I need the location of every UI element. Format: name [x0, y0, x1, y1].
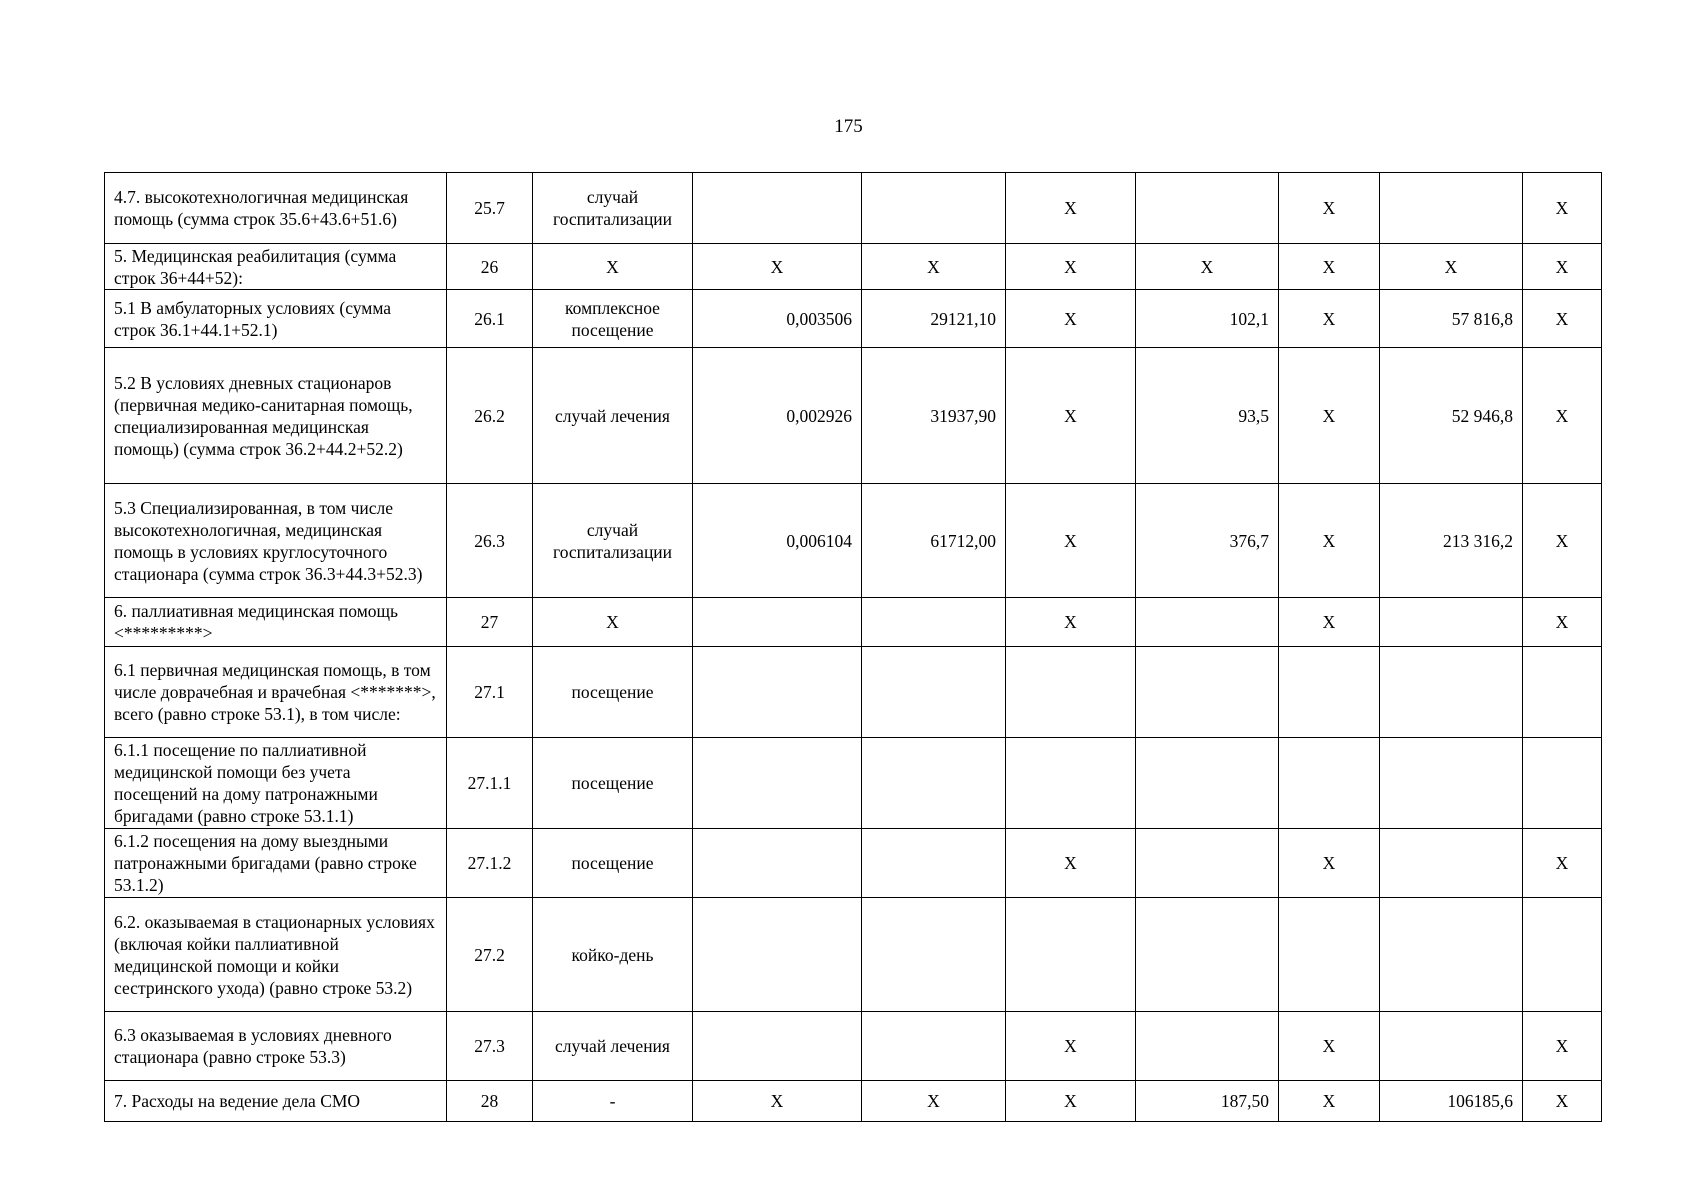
row-c10: Х	[1523, 829, 1602, 898]
table-row	[105, 1012, 1602, 1081]
row-name: 5.3 Специализированная, в том числе высокотехнологичная, медицинская помощь в условиях круглосуточного стационара (сумма строк 36.3+44.3+52.3)	[105, 484, 447, 598]
row-name: 7. Расходы на ведение дела СМО	[105, 1081, 447, 1122]
row-c8: Х	[1279, 1081, 1380, 1122]
row-c10	[1523, 738, 1602, 829]
row-cost: 29121,10	[862, 290, 1006, 348]
row-cost	[862, 829, 1006, 898]
row-c7: 187,50	[1136, 1081, 1279, 1122]
row-unit: Х	[533, 244, 693, 290]
row-c6	[1006, 898, 1136, 1012]
row-code: 26.1	[447, 290, 533, 348]
row-standard	[693, 738, 862, 829]
row-c10: Х	[1523, 244, 1602, 290]
row-c10: Х	[1523, 1081, 1602, 1122]
data-table	[104, 172, 1602, 1122]
row-unit: случай госпитализации	[533, 484, 693, 598]
row-code: 26	[447, 244, 533, 290]
row-name: 4.7. высокотехнологичная медицинская помощь (сумма строк 35.6+43.6+51.6)	[105, 173, 447, 244]
row-cost: 61712,00	[862, 484, 1006, 598]
row-c8: Х	[1279, 348, 1380, 484]
row-c10	[1523, 898, 1602, 1012]
row-c9	[1380, 647, 1523, 738]
row-cost	[862, 173, 1006, 244]
row-unit: койко-день	[533, 898, 693, 1012]
table-row	[105, 829, 1602, 898]
row-unit: посещение	[533, 738, 693, 829]
row-c10: Х	[1523, 348, 1602, 484]
page-number: 175	[834, 116, 863, 137]
row-cost	[862, 738, 1006, 829]
row-cost: 31937,90	[862, 348, 1006, 484]
row-c7	[1136, 898, 1279, 1012]
row-c6: Х	[1006, 348, 1136, 484]
table-row	[105, 484, 1602, 598]
row-unit: посещение	[533, 829, 693, 898]
row-name: 6.1 первичная медицинская помощь, в том числе доврачебная и врачебная <*******>, всего (равно строке 53.1), в том числе:	[105, 647, 447, 738]
row-code: 26.3	[447, 484, 533, 598]
row-code: 27.3	[447, 1012, 533, 1081]
row-name: 5.2 В условиях дневных стационаров (первичная медико-санитарная помощь, специализированная медицинская помощь) (сумма строк 36.2+44.2+52.2)	[105, 348, 447, 484]
row-c9	[1380, 1012, 1523, 1081]
row-c7: 376,7	[1136, 484, 1279, 598]
row-c10: Х	[1523, 173, 1602, 244]
row-c8: Х	[1279, 173, 1380, 244]
row-code: 28	[447, 1081, 533, 1122]
row-c6: Х	[1006, 1012, 1136, 1081]
row-c9	[1380, 738, 1523, 829]
table-row	[105, 598, 1602, 647]
row-c8: Х	[1279, 484, 1380, 598]
row-c8	[1279, 647, 1380, 738]
row-standard	[693, 173, 862, 244]
row-code: 25.7	[447, 173, 533, 244]
table-row	[105, 898, 1602, 1012]
row-c10: Х	[1523, 1012, 1602, 1081]
row-code: 26.2	[447, 348, 533, 484]
row-c6: Х	[1006, 173, 1136, 244]
row-cost: Х	[862, 244, 1006, 290]
table-row	[105, 173, 1602, 244]
row-c8: Х	[1279, 1012, 1380, 1081]
row-standard: Х	[693, 244, 862, 290]
row-standard: 0,003506	[693, 290, 862, 348]
row-name: 5.1 В амбулаторных условиях (сумма строк 36.1+44.1+52.1)	[105, 290, 447, 348]
table-row	[105, 348, 1602, 484]
row-name: 6.2. оказываемая в стационарных условиях (включая койки паллиативной медицинской помощи и койки сестринского ухода) (равно строке 53.2)	[105, 898, 447, 1012]
row-c7: 102,1	[1136, 290, 1279, 348]
row-c8: Х	[1279, 598, 1380, 647]
row-c6	[1006, 647, 1136, 738]
row-standard: Х	[693, 1081, 862, 1122]
row-unit: посещение	[533, 647, 693, 738]
row-unit: случай лечения	[533, 348, 693, 484]
row-unit: Х	[533, 598, 693, 647]
row-c7: Х	[1136, 244, 1279, 290]
row-cost	[862, 1012, 1006, 1081]
row-standard	[693, 647, 862, 738]
row-code: 27.1.1	[447, 738, 533, 829]
table-row	[105, 290, 1602, 348]
row-standard: 0,006104	[693, 484, 862, 598]
row-c9: Х	[1380, 244, 1523, 290]
row-cost	[862, 647, 1006, 738]
row-c8: Х	[1279, 244, 1380, 290]
row-cost	[862, 598, 1006, 647]
row-standard	[693, 829, 862, 898]
row-c10	[1523, 647, 1602, 738]
row-c7	[1136, 829, 1279, 898]
row-code: 27.1	[447, 647, 533, 738]
row-unit: случай лечения	[533, 1012, 693, 1081]
row-code: 27.2	[447, 898, 533, 1012]
row-c9: 213 316,2	[1380, 484, 1523, 598]
row-c8	[1279, 898, 1380, 1012]
row-c6: Х	[1006, 1081, 1136, 1122]
row-c8: Х	[1279, 290, 1380, 348]
row-name: 6.1.2 посещения на дому выездными патронажными бригадами (равно строке 53.1.2)	[105, 829, 447, 898]
table-row	[105, 1081, 1602, 1122]
row-c10: Х	[1523, 484, 1602, 598]
row-name: 6. паллиативная медицинская помощь <*********>	[105, 598, 447, 647]
table-row	[105, 738, 1602, 829]
row-c7	[1136, 647, 1279, 738]
row-c7	[1136, 738, 1279, 829]
row-unit: комплексное посещение	[533, 290, 693, 348]
row-unit: -	[533, 1081, 693, 1122]
row-c9	[1380, 829, 1523, 898]
row-code: 27.1.2	[447, 829, 533, 898]
row-c9: 106185,6	[1380, 1081, 1523, 1122]
row-c6: Х	[1006, 598, 1136, 647]
row-standard	[693, 898, 862, 1012]
table-row	[105, 244, 1602, 290]
row-c10: Х	[1523, 290, 1602, 348]
row-c7	[1136, 173, 1279, 244]
row-c8	[1279, 738, 1380, 829]
row-c10: Х	[1523, 598, 1602, 647]
row-name: 5. Медицинская реабилитация (сумма строк 36+44+52):	[105, 244, 447, 290]
row-c6: Х	[1006, 244, 1136, 290]
row-c9	[1380, 173, 1523, 244]
row-c9: 52 946,8	[1380, 348, 1523, 484]
row-c7: 93,5	[1136, 348, 1279, 484]
row-c7	[1136, 1012, 1279, 1081]
row-c6: Х	[1006, 290, 1136, 348]
row-code: 27	[447, 598, 533, 647]
row-cost: Х	[862, 1081, 1006, 1122]
row-c9	[1380, 898, 1523, 1012]
row-c6: Х	[1006, 484, 1136, 598]
row-name: 6.3 оказываемая в условиях дневного стационара (равно строке 53.3)	[105, 1012, 447, 1081]
row-c6	[1006, 738, 1136, 829]
row-unit: случай госпитализации	[533, 173, 693, 244]
row-standard	[693, 1012, 862, 1081]
row-c8: Х	[1279, 829, 1380, 898]
row-c9	[1380, 598, 1523, 647]
row-cost	[862, 898, 1006, 1012]
table-row	[105, 647, 1602, 738]
row-c6: Х	[1006, 829, 1136, 898]
row-c9: 57 816,8	[1380, 290, 1523, 348]
row-c7	[1136, 598, 1279, 647]
row-standard	[693, 598, 862, 647]
row-standard: 0,002926	[693, 348, 862, 484]
row-name: 6.1.1 посещение по паллиативной медицинской помощи без учета посещений на дому патронажными бригадами (равно строке 53.1.1)	[105, 738, 447, 829]
